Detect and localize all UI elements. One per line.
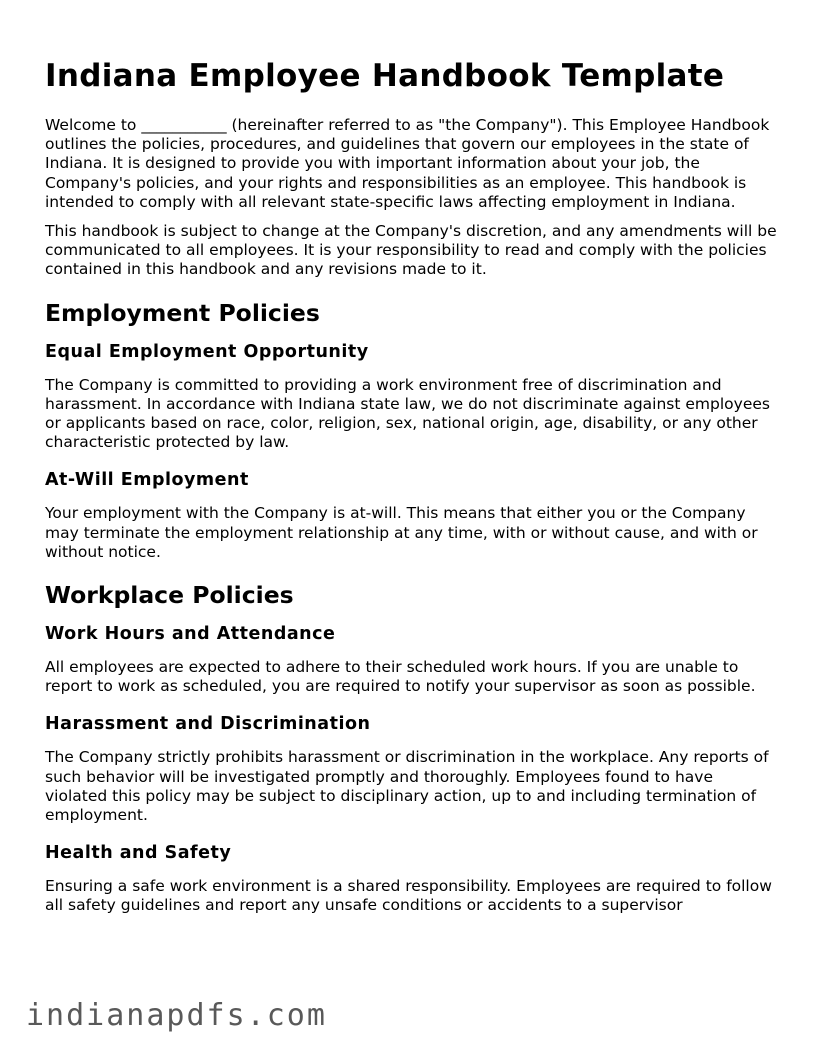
page-title: Indiana Employee Handbook Template: [45, 58, 725, 94]
subsection-equal-employment: [45, 340, 780, 453]
subsection-harassment: [45, 712, 780, 825]
subsection-heading: Health and Safety: [45, 843, 232, 864]
section-workplace-policies: [45, 580, 780, 916]
subsection-heading: Harassment and Discrimination: [45, 714, 371, 735]
intro-paragraph-1: Welcome to ___________ (hereinafter referred to as "the Company"). This Employee Handbook outlines the policies, procedures, and guidelines that govern our employees in the state of Indiana. It is designed to provide you with important information about your job, the Company's policies, and your rights and responsibilities as an employee. This handbook is intended to comply with all relevant state-specific laws affecting employment in Indiana.: [45, 116, 770, 211]
subsection-text: Your employment with the Company is at-will. This means that either you or the Company may terminate the employment relationship at any time, with or without cause, and with or without notice.: [45, 504, 758, 561]
section-heading: Employment Policies: [45, 298, 320, 327]
subsection-text: All employees are expected to adhere to their scheduled work hours. If you are unable to report to work as scheduled, you are required to notify your supervisor as soon as possible.: [45, 658, 756, 696]
subsection-health-safety: [45, 841, 780, 915]
intro-paragraph-2: This handbook is subject to change at the Company's discretion, and any amendments will be communicated to all employees. It is your responsibility to read and comply with the policies contained in this handbook and any revisions made to it.: [45, 222, 777, 279]
section-heading: Workplace Policies: [45, 581, 294, 610]
section-employment-policies: [45, 298, 780, 562]
subsection-text: The Company is committed to providing a work environment free of discrimination and harassment. In accordance with Indiana state law, we do not discriminate against employees or applicants based on race, color, religion, sex, national origin, age, disability, or any other characteristic protected by law.: [45, 375, 770, 452]
document-page: [45, 56, 780, 926]
subsection-work-hours: [45, 622, 780, 696]
subsection-text: The Company strictly prohibits harassment or discrimination in the workplace. Any reports of such behavior will be investigated promptly and thoroughly. Employees found to have violated this policy may be subject to disciplinary action, up to and including termination of employment.: [45, 748, 769, 825]
subsection-heading: Work Hours and Attendance: [45, 624, 336, 645]
subsection-heading: At-Will Employment: [45, 470, 249, 491]
subsection-at-will: [45, 468, 780, 562]
subsection-text: Ensuring a safe work environment is a shared responsibility. Employees are required to follow all safety guidelines and report any unsafe conditions or accidents to a supervisor: [45, 877, 772, 915]
watermark: indianapdfs.com: [22, 998, 331, 1034]
subsection-heading: Equal Employment Opportunity: [45, 341, 369, 362]
